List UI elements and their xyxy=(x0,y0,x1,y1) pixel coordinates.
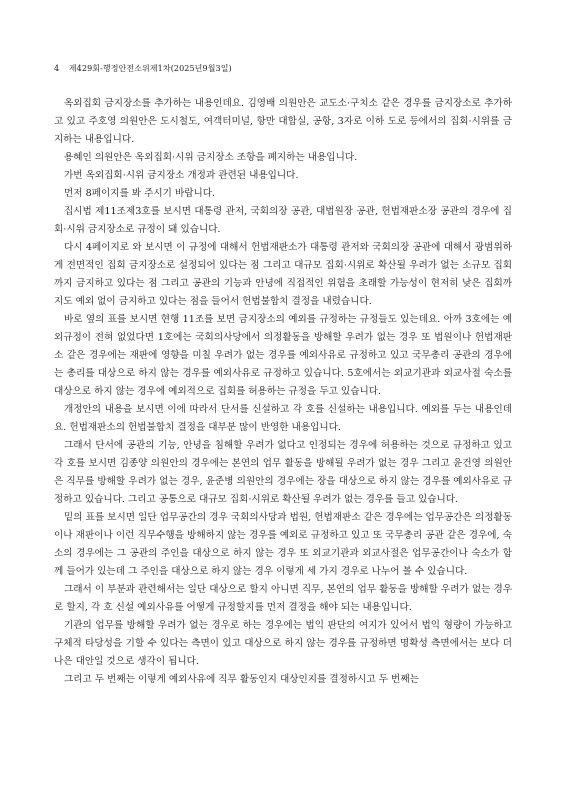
paragraph: 밑의 표를 보시면 일단 업무공간의 경우 국회의사당과 법원, 헌법재판소 같은 경우에는 업무공간은 의정활동이나 재판이나 이런 직무수행을 방해하지 않는 경우를 예외로 규정하고 있고 또 국무총리 공관 같은 경우에, 숙소의 경우에는 그 공관의 주인을 대상으로 하지 않는 경우 또 외교기관과 외교사절은 업무공간이나 숙소가 함께 들어가 있는데 그 주인을 대상으로 하지 않는 경우 이렇게 세 가지 경우로 나누어 볼 수 있습니다. xyxy=(54,512,512,577)
paragraph: 그래서 이 부분과 관련해서는 일단 대상으로 할지 아니면 직무, 본연의 업무 활동을 방해할 우려가 없는 경우로 할지, 각 호 신설 예외사유를 어떻게 규정할지를 먼저 결정을 해야 되는 내용입니다. xyxy=(54,584,512,613)
paragraph: 바로 옆의 표를 보시면 현행 11조를 보면 금지장소의 예외를 규정하는 규정들도 있는데요. 아까 3호에는 예외규정이 전혀 없었다면 1호에는 국회의사당에서 의정활동을 방해할 우려가 없는 경우 또 법원이나 헌법재판소 같은 경우에는 재판에 영향을 미칠 우려가 없는 경우를 예외사유로 규정하고 있고 국무총리 공관의 경우에는 총리를 대상으로 하지 않는 경우를 예외사유로 규정하고 있습니다. 5호에서는 외교기관과 외교사절 숙소를 대상으로 하지 않는 경우에 예외적으로 집회를 허용하는 규정을 두고 있습니다. xyxy=(54,314,512,397)
page-number: 4 xyxy=(54,64,60,73)
paragraph: 먼저 8페이지를 봐 주시기 바랍니다. xyxy=(64,188,216,199)
paragraph: 그래서 단서에 공관의 기능, 안녕을 침해할 우려가 없다고 인정되는 경우에 허용하는 것으로 규정하고 있고 각 호를 보시면 김종양 의원안의 경우에는 본연의 업무 활동을 방해될 우려가 없는 경우 그리고 윤건영 의원안은 직무를 방해할 우려가 없는 경우, 윤준병 의원안의 경우에는 장을 대상으로 하지 않는 경우를 예외사유로 규정하고 있습니다. 그리고 공통으로 대규모 집회·시위로 확산될 우려가 없는 경우를 들고 있습니다. xyxy=(54,440,512,505)
transcript-body xyxy=(54,95,512,689)
paragraph: 개정안의 내용을 보시면 이에 따라서 단서를 신설하고 각 호를 신설하는 내용입니다. 예외를 두는 내용인데요. 헌법재판소의 헌법불합치 결정을 대부분 많이 반영한 내용입니다. xyxy=(54,404,512,433)
page-header xyxy=(54,63,232,74)
paragraph: 다시 4페이지로 와 보시면 이 규정에 대해서 헌법재판소가 대통령 관저와 국회의장 공관에 대해서 광범위하게 전면적인 집회 금지장소로 설정되어 있다는 점 그리고 대규모 집회·시위로 확산될 우려가 없는 소규모 집회까지 금지하고 있다는 점 그리고 공관의 기능과 안녕에 직접적인 위험을 초래할 가능성이 현저히 낮은 집회까지도 예외 없이 금지하고 있다는 점을 들어서 헌법불합치 결정을 내렸습니다. xyxy=(54,242,512,307)
paragraph: 그리고 두 번째는 이렇게 예외사유에 직무 활동인지 대상인지를 결정하시고 두 번째는 xyxy=(64,674,419,685)
session-title: 제429회-행정안전소위제1차(2025년9월3일) xyxy=(68,64,232,73)
paragraph: 옥외집회 금지장소를 추가하는 내용인데요. 김영배 의원안은 교도소·구치소 같은 경우를 금지장소로 추가하고 있고 주호영 의원안은 도시철도, 여객터미널, 항만 대합실, 공항, 3자로 이하 도로 등에서의 집회·시위를 금지하는 내용입니다. xyxy=(54,98,512,145)
paragraph: 집시법 제11조제3호를 보시면 대통령 관저, 국회의장 공관, 대법원장 공관, 헌법재판소장 공관의 경우에 집회·시위 금지장소로 규정이 돼 있습니다. xyxy=(54,206,512,235)
paragraph: 용혜인 의원안은 옥외집회·시위 금지장소 조항을 폐지하는 내용입니다. xyxy=(64,152,358,163)
paragraph: 가번 옥외집회·시위 금지장소 개정과 관련된 내용입니다. xyxy=(64,170,299,181)
paragraph: 기관의 업무를 방해할 우려가 없는 경우로 하는 경우에는 법익 판단의 여지가 있어서 법익 형량이 가능하고 구체적 타당성을 기할 수 있다는 측면이 있고 대상으로 하지 않는 경우를 규정하면 명확성 측면에서는 보다 더 나은 대안일 것으로 생각이 됩니다. xyxy=(54,620,512,667)
